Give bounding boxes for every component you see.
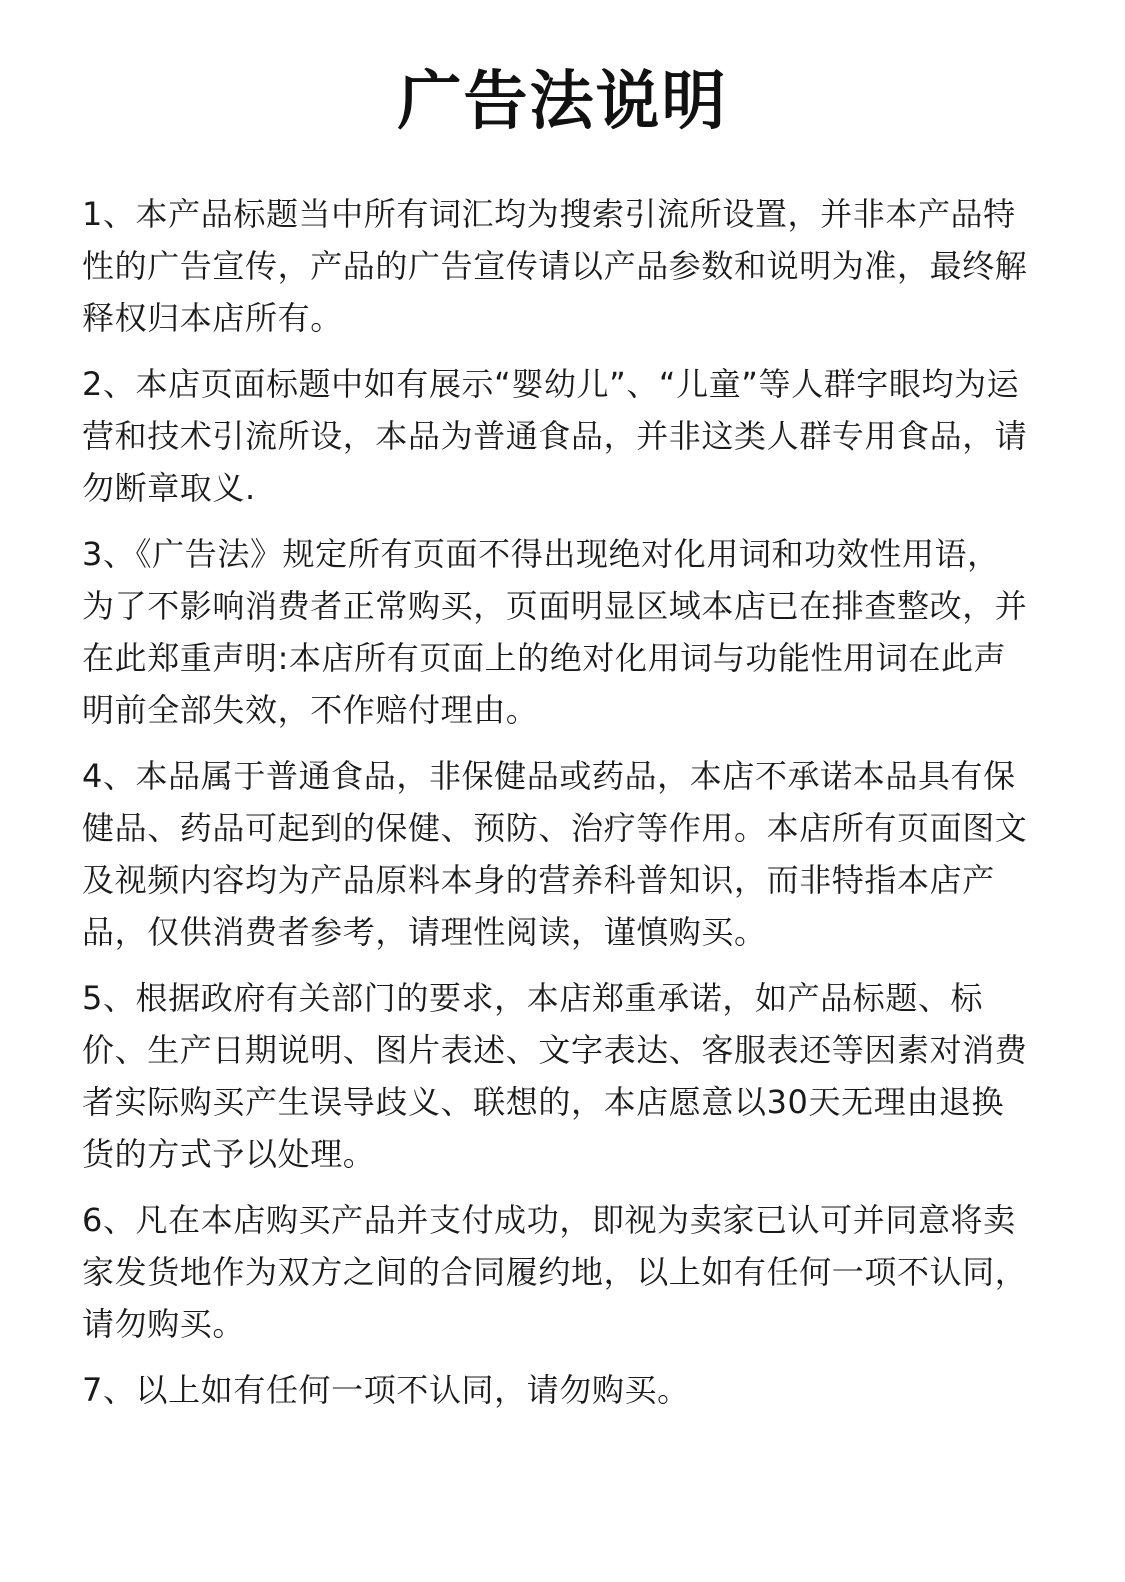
statement-item-7: 7、以上如有任何一项不认同，请勿购买。 [82, 1371, 690, 1409]
statement-item-6: 6、凡在本店购买产品并支付成功，即视为卖家已认可并同意将卖家发货地作为双方之间的合同履约地，以上如有任何一项不认同，请勿购买。 [82, 1201, 1028, 1343]
statement-item-4: 4、本品属于普通食品，非保健品或药品，本店不承诺本品具有保健品、药品可起到的保健、预防、治疗等作用。本店所有页面图文及视频内容均为产品原料本身的营养科普知识，而非特指本店产品，仅供消费者参考，请理性阅读，谨慎购买。 [82, 757, 1028, 951]
statement-item-3: 3、《广告法》规定所有页面不得出现绝对化用词和功效性用语，为了不影响消费者正常购买，页面明显区域本店已在排查整改，并在此郑重声明:本店所有页面上的绝对化用词与功能性用词在此声明前全部失效，不作赔付理由。 [82, 535, 1028, 729]
statement-item-1: 1、本产品标题当中所有词汇均为搜索引流所设置，并非本产品特性的广告宣传，产品的广告宣传请以产品参数和说明为准，最终解释权归本店所有。 [82, 195, 1028, 337]
statement-item-5: 5、根据政府有关部门的要求，本店郑重承诺，如产品标题、标价、生产日期说明、图片表述、文字表达、客服表还等因素对消费者实际购买产生误导歧义、联想的，本店愿意以30天无理由退换货的方式予以处理。 [82, 979, 1028, 1173]
statement-list [82, 188, 1032, 1430]
page-title: 广告法说明 [397, 64, 728, 139]
statement-item-2: 2、本店页面标题中如有展示“婴幼儿”、“儿童”等人群字眼均为运营和技术引流所设，本品为普通食品，并非这类人群专用食品，请勿断章取义. [82, 365, 1028, 507]
